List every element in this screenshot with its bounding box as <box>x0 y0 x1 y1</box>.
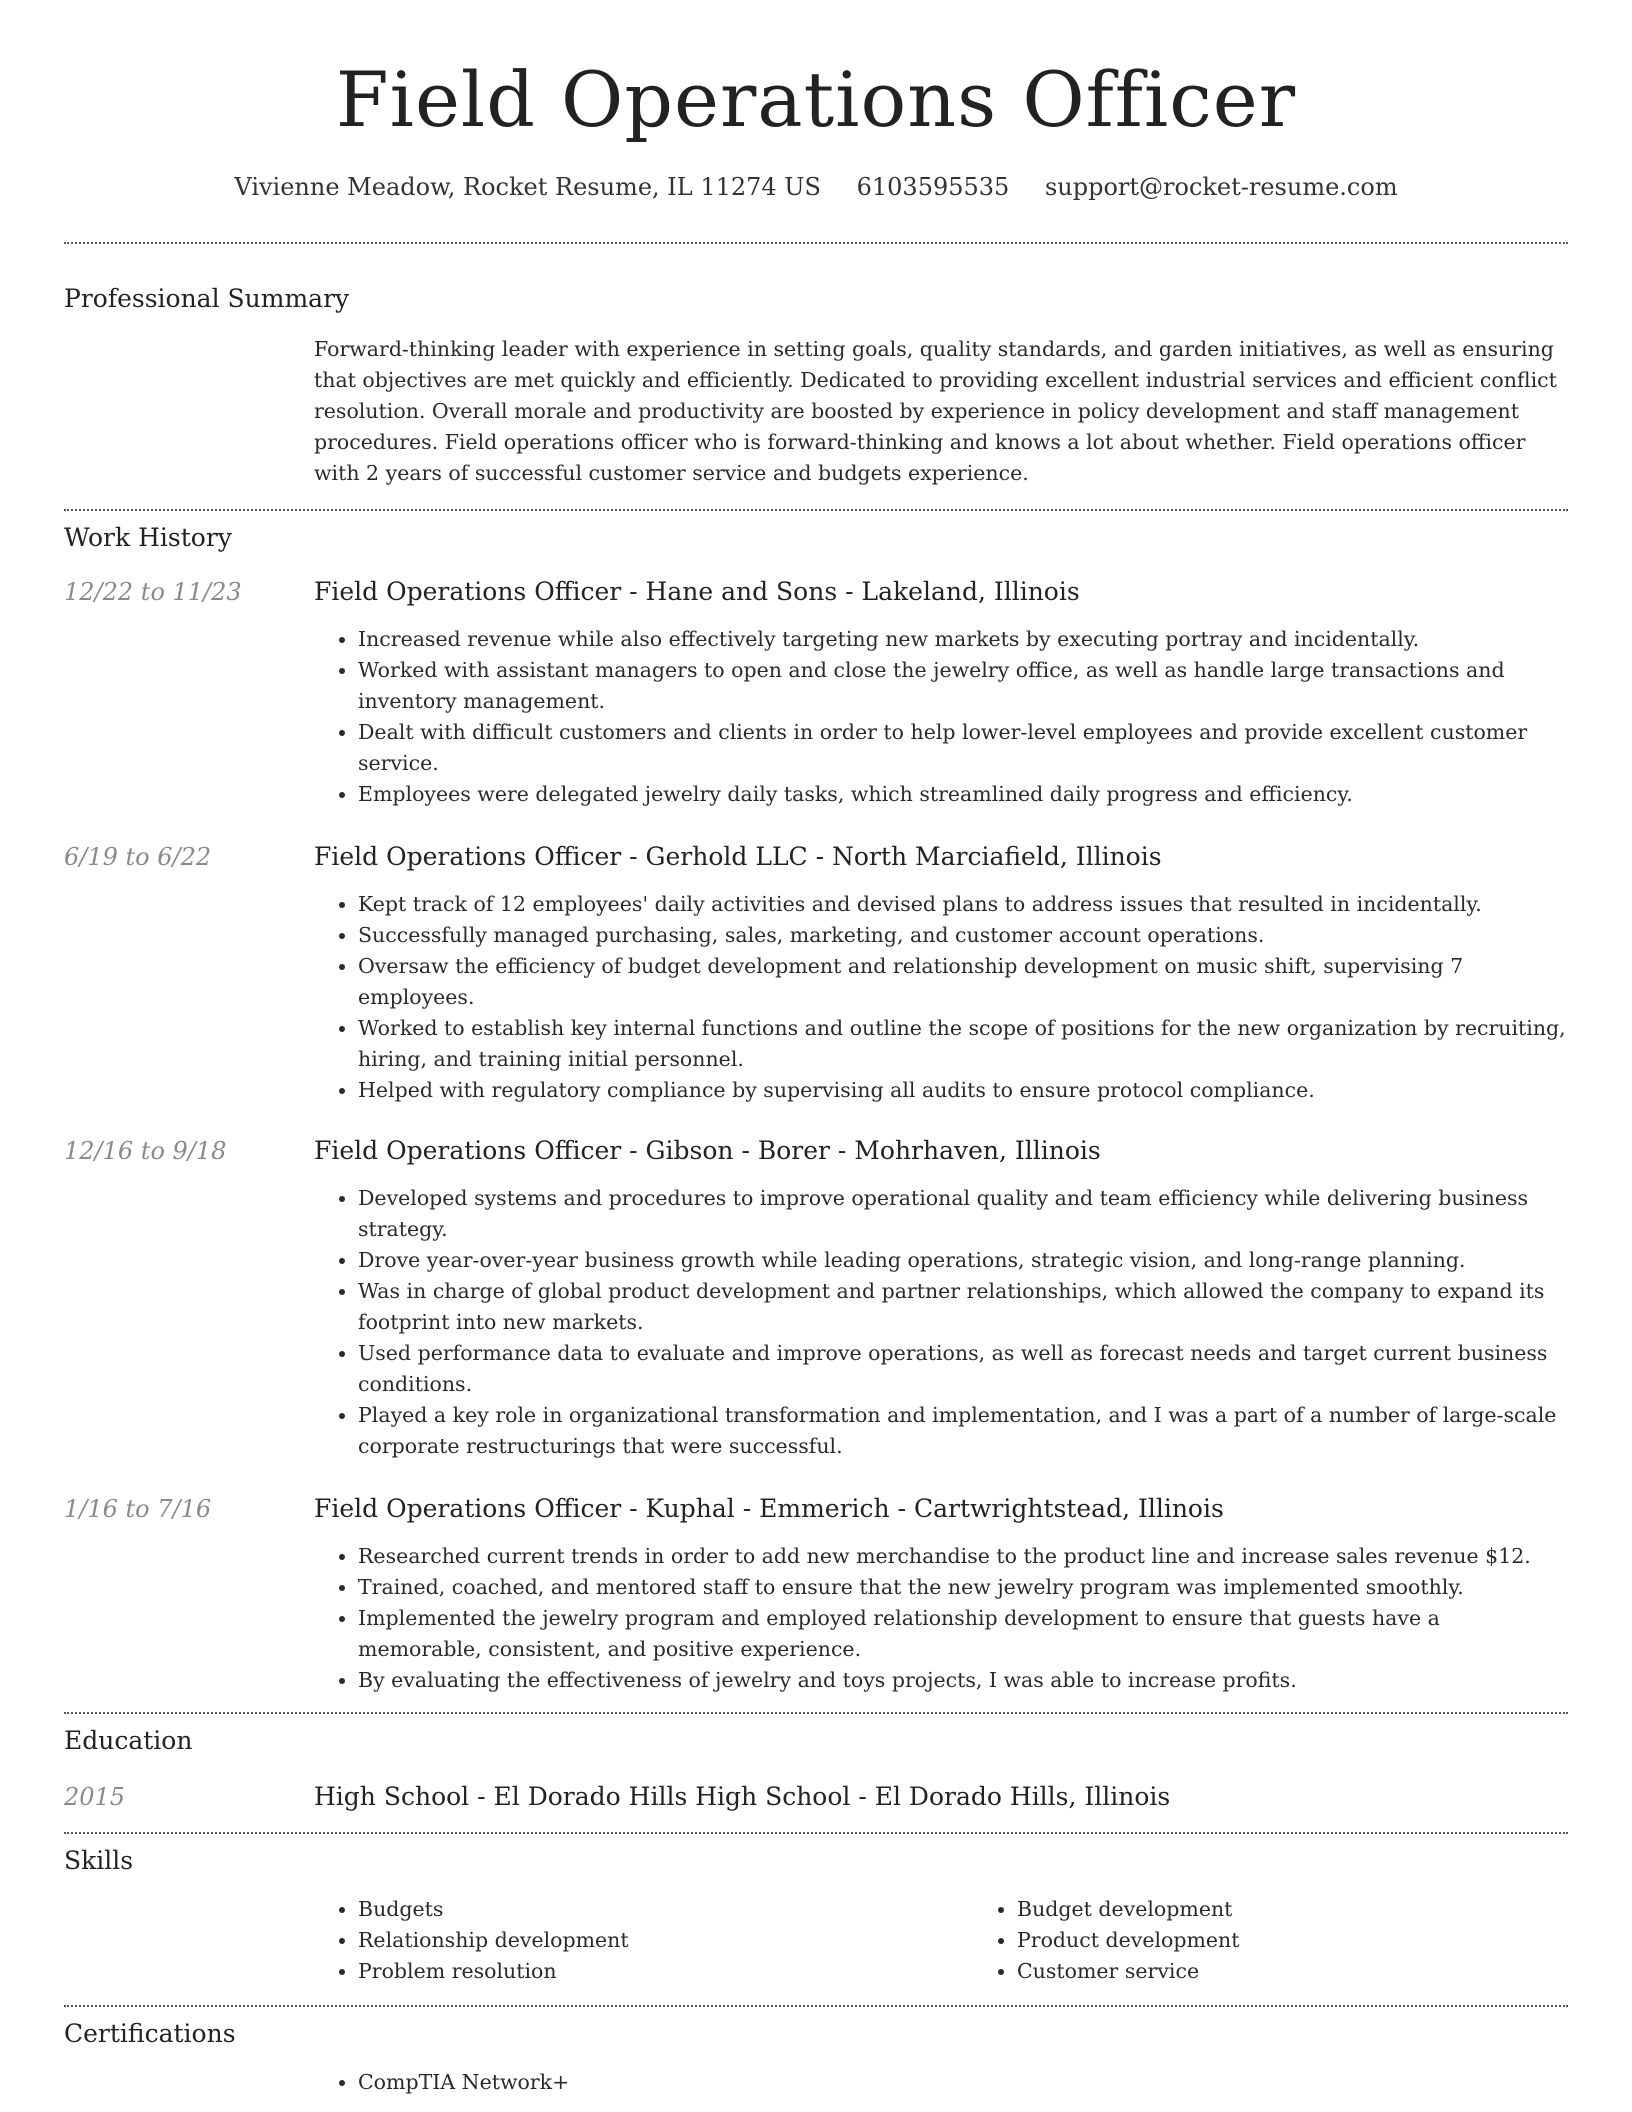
job-title: Field Operations Officer - Gerhold LLC - North Marciafield, Illinois <box>314 842 1162 871</box>
certifications-row <box>64 2067 1568 2098</box>
skills-list-right <box>973 1894 1632 1987</box>
job-entry <box>64 840 1568 1106</box>
education-entry: High School - El Dorado Hills High School - El Dorado Hills, Illinois <box>314 1782 1171 1811</box>
contact-phone: 6103595535 <box>856 173 1010 201</box>
section-divider <box>64 242 1568 244</box>
list-item: • Trained, coached, and mentored staff to ensure that the new jewelry program was implemented smoothly. <box>358 1572 1568 1603</box>
list-item: • Worked to establish key internal functions and outline the scope of positions for the new organization by recruiting, hiring, and training initial personnel. <box>358 1013 1568 1075</box>
contact-address: Vivienne Meadow, Rocket Resume, IL 11274 US <box>234 173 821 201</box>
list-item: • Researched current trends in order to add new merchandise to the product line and increase sales revenue $12. <box>358 1541 1568 1572</box>
section-divider <box>64 509 1568 511</box>
job-bullets <box>314 889 1568 1106</box>
job-entry <box>64 1492 1568 1696</box>
summary-heading: Professional Summary <box>64 284 350 313</box>
job-dates: 1/16 to 7/16 <box>64 1495 212 1523</box>
certifications-heading: Certifications <box>64 2019 236 2048</box>
section-divider <box>64 2005 1568 2007</box>
job-title: Field Operations Officer - Hane and Sons - Lakeland, Illinois <box>314 577 1080 606</box>
job-bullets <box>314 624 1568 810</box>
skills-list-left <box>314 1894 973 1987</box>
list-item: • Budgets <box>358 1894 973 1925</box>
education-heading: Education <box>64 1726 193 1755</box>
job-entry <box>64 1134 1568 1462</box>
list-item: • Budget development <box>1017 1894 1632 1925</box>
job-title: Field Operations Officer - Gibson - Borer - Mohrhaven, Illinois <box>314 1136 1101 1165</box>
education-row <box>64 1780 1568 1814</box>
job-dates: 12/22 to 11/23 <box>64 578 242 606</box>
job-dates: 6/19 to 6/22 <box>64 843 212 871</box>
list-item: • Successfully managed purchasing, sales, marketing, and customer account operations. <box>358 920 1568 951</box>
job-dates: 12/16 to 9/18 <box>64 1137 227 1165</box>
list-item: • Oversaw the efficiency of budget development and relationship development on music shift, supervising 7 employees. <box>358 951 1568 1013</box>
skills-heading: Skills <box>64 1846 134 1875</box>
list-item: • Drove year-over-year business growth while leading operations, strategic vision, and long-range planning. <box>358 1245 1568 1276</box>
list-item: • Dealt with difficult customers and clients in order to help lower-level employees and provide excellent customer service. <box>358 717 1568 779</box>
certifications-list <box>314 2067 1568 2098</box>
list-item: • Problem resolution <box>358 1956 973 1987</box>
job-entry <box>64 575 1568 810</box>
contact-email: support@rocket-resume.com <box>1044 173 1398 201</box>
list-item: • Increased revenue while also effectively targeting new markets by executing portray and incidentally. <box>358 624 1568 655</box>
summary-row <box>64 334 1568 489</box>
list-item: • Kept track of 12 employees' daily activities and devised plans to address issues that resulted in incidentally. <box>358 889 1568 920</box>
summary-text: Forward-thinking leader with experience in setting goals, quality standards, and garden initiatives, as well as ensuring that objectives are met quickly and efficiently. Dedicated to providing excellent industrial services and efficient conflict resolution. Overall morale and productivity are boosted by experience in policy development and staff management procedures. Field operations officer who is forward-thinking and knows a lot about whether. Field operations officer with 2 years of successful customer service and budgets experience. <box>314 337 1557 485</box>
list-item: • CompTIA Network+ <box>358 2067 1568 2098</box>
section-divider <box>64 1712 1568 1714</box>
list-item: • Worked with assistant managers to open and close the jewelry office, as well as handle large transactions and inventory management. <box>358 655 1568 717</box>
work-history-heading: Work History <box>64 523 232 552</box>
list-item: • Helped with regulatory compliance by supervising all audits to ensure protocol compliance. <box>358 1075 1568 1106</box>
job-title: Field Operations Officer - Kuphal - Emmerich - Cartwrightstead, Illinois <box>314 1494 1224 1523</box>
list-item: • Employees were delegated jewelry daily tasks, which streamlined daily progress and efficiency. <box>358 779 1568 810</box>
list-item: • Was in charge of global product development and partner relationships, which allowed the company to expand its footprint into new markets. <box>358 1276 1568 1338</box>
list-item: • Relationship development <box>358 1925 973 1956</box>
section-divider <box>64 1832 1568 1834</box>
education-year: 2015 <box>64 1783 126 1811</box>
list-item: • Implemented the jewelry program and employed relationship development to ensure that guests have a memorable, consistent, and positive experience. <box>358 1603 1568 1665</box>
list-item: • Product development <box>1017 1925 1632 1956</box>
list-item: • Used performance data to evaluate and improve operations, as well as forecast needs and target current business conditions. <box>358 1338 1568 1400</box>
list-item: • Played a key role in organizational transformation and implementation, and I was a part of a number of large-scale corporate restructurings that were successful. <box>358 1400 1568 1462</box>
resume-title: Field Operations Officer <box>335 55 1297 144</box>
skills-row <box>64 1894 1568 1987</box>
job-bullets <box>314 1541 1568 1696</box>
list-item: • By evaluating the effectiveness of jewelry and toys projects, I was able to increase profits. <box>358 1665 1568 1696</box>
list-item: • Customer service <box>1017 1956 1632 1987</box>
contact-line <box>64 170 1568 204</box>
job-bullets <box>314 1183 1568 1462</box>
list-item: • Developed systems and procedures to improve operational quality and team efficiency while delivering business strategy. <box>358 1183 1568 1245</box>
